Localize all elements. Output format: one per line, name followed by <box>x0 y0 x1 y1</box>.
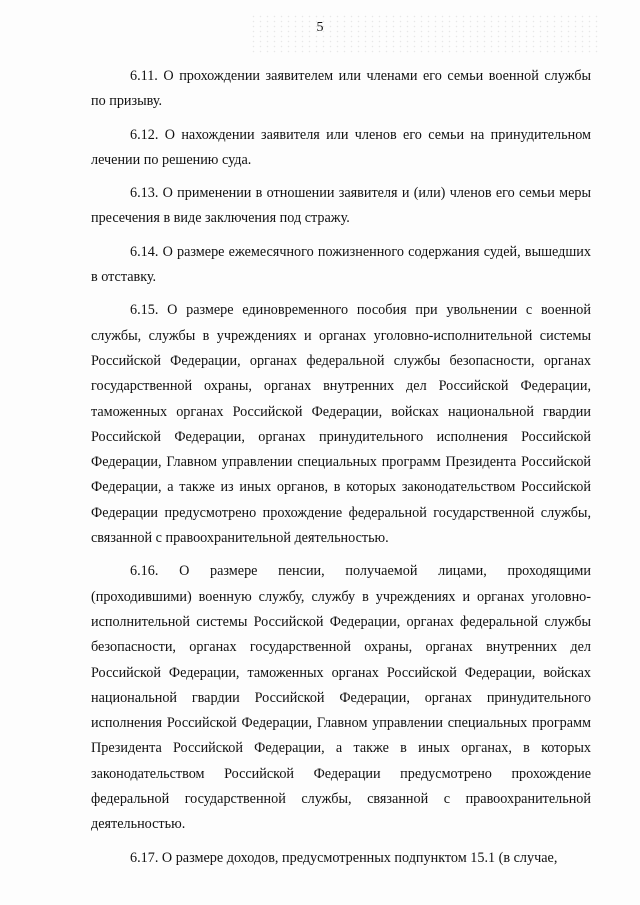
paragraph-6-12: 6.12. О нахождении заявителя или членов его семьи на принудительном лечении по решению суда. <box>91 126 591 168</box>
paragraph-6-16: 6.16. О размере пенсии, получаемой лицами, проходящими (проходившими) военную службу, службу в учреждениях и органах уголовно-исполнительной системы Российской Федерации, органах федеральной службы безопасности, органах государственной охраны, органах внутренних дел Российской Федерации, таможенных органах Российской Федерации, войсках национальной гвардии Российской Федерации, органах принудительного исполнения Российской Федерации, Главном управлении специальных программ Президента Российской Федерации, а также в иных органах, в которых законодательством Российской Федерации предусмотрено прохождение федеральной государственной службы, связанной с правоохранительной деятельностью. <box>91 563 591 833</box>
page-number: 5 <box>316 20 324 35</box>
paragraph-6-17: 6.17. О размере доходов, предусмотренных подпунктом 15.1 (в случае, <box>130 849 558 866</box>
document-body <box>91 64 591 871</box>
paragraph-6-15: 6.15. О размере единовременного пособия при увольнении с военной службы, службы в учреждениях и органах уголовно-исполнительной системы Российской Федерации, органах федеральной службы безопасности, органах государственной охраны, органах внутренних дел Российской Федерации, таможенных органах Российской Федерации, войсках национальной гвардии Российской Федерации, органах принудительного исполнения Российской Федерации, Главном управлении специальных программ Президента Российской Федерации, а также из иных органов, в которых законодательством Российской Федерации предусмотрено прохождение федеральной государственной службы, связанной с правоохранительной деятельностью. <box>91 302 591 547</box>
paragraph-6-13: 6.13. О применении в отношении заявителя и (или) членов его семьи меры пресечения в виде заключения под стражу. <box>91 185 591 227</box>
paragraph-6-11: 6.11. О прохождении заявителем или членами его семьи военной службы по призыву. <box>91 68 591 110</box>
paragraph-6-14: 6.14. О размере ежемесячного пожизненного содержания судей, вышедших в отставку. <box>91 243 591 286</box>
